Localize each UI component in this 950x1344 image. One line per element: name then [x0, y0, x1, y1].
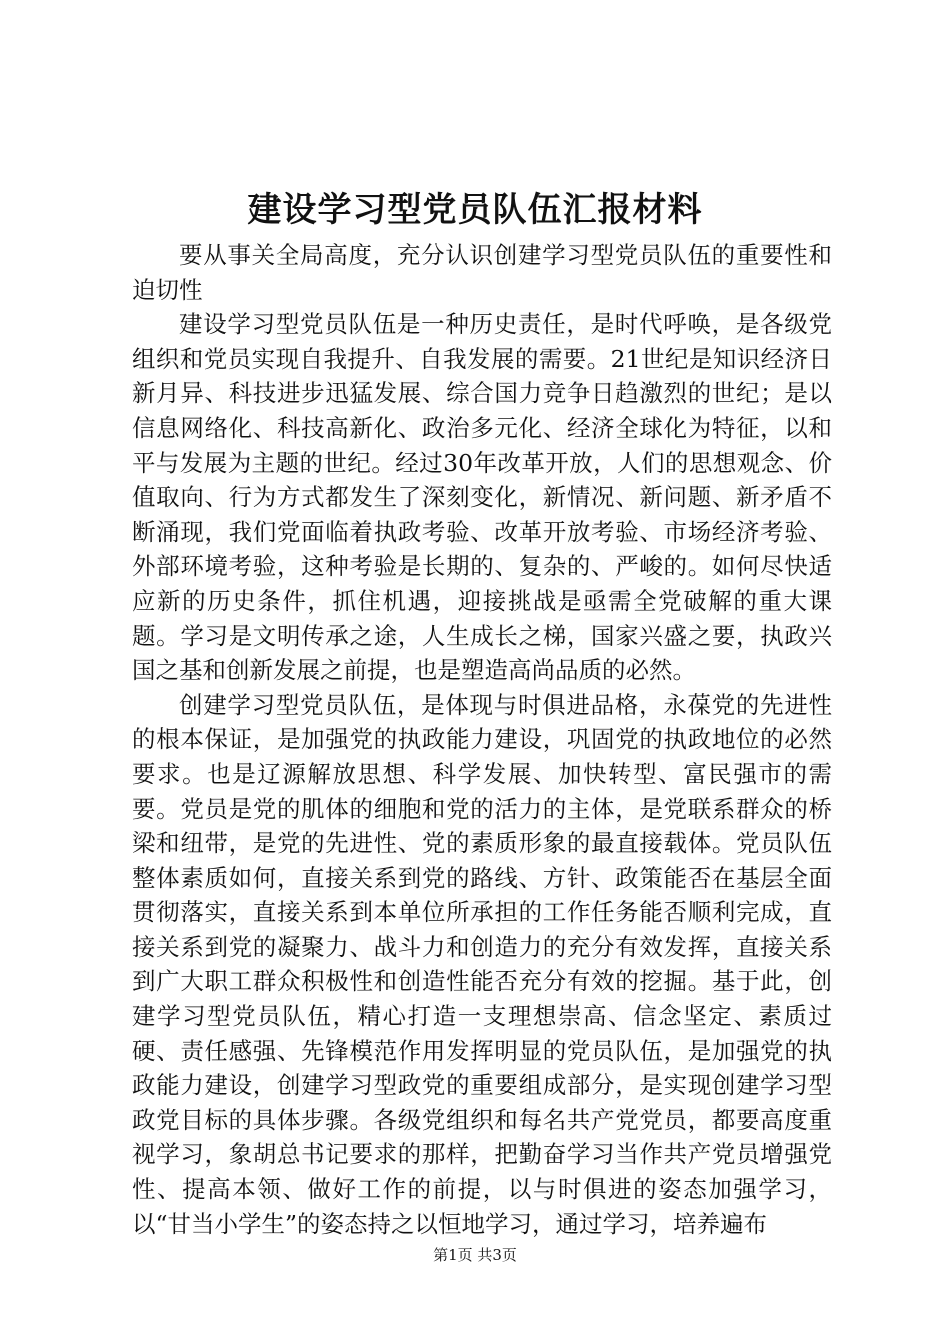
document-title: 建设学习型党员队伍汇报材料 — [247, 190, 703, 230]
document-body — [132, 238, 832, 1241]
paragraph-2: 创建学习型党员队伍，是体现与时俱进品格，永葆党的先进性的根本保证，是加强党的执政能力建设，巩固党的执政地位的必然要求。也是辽源解放思想、科学发展、加快转型、富民强市的需要。党员是党的肌体的细胞和党的活力的主体，是党联系群众的桥梁和纽带，是党的先进性、党的素质形象的最直接载体。党员队伍整体素质如何，直接关系到党的路线、方针、政策能否在基层全面贯彻落实，直接关系到本单位所承担的工作任务能否顺利完成，直接关系到党的凝聚力、战斗力和创造力的充分有效发挥，直接关系到广大职工群众积极性和创造性能否充分有效的挖掘。基于此，创建学习型党员队伍，精心打造一支理想崇高、信念坚定、素质过硬、责任感强、先锋模范作用发挥明显的党员队伍，是加强党的执政能力建设，创建学习型政党的重要组成部分，是实现创建学习型政党目标的具体步骤。各级党组织和每名共产党党员，都要高度重视学习，象胡总书记要求的那样，把勤奋学习当作共产党员增强党性、提高本领、做好工作的前提，以与时俱进的姿态加强学习，以“甘当小学生”的姿态持之以恒地学习，通过学习，培养遍布 — [132, 690, 832, 1238]
page-footer: 第1页 共3页 — [433, 1246, 517, 1264]
paragraph-heading: 要从事关全局高度，充分认识创建学习型党员队伍的重要性和迫切性 — [132, 241, 832, 304]
paragraph-1: 建设学习型党员队伍是一种历史责任，是时代呼唤，是各级党组织和党员实现自我提升、自我发展的需要。21世纪是知识经济日新月异、科技进步迅猛发展、综合国力竞争日趋激烈的世纪；是以信息网络化、科技高新化、政治多元化、经济全球化为特征，以和平与发展为主题的世纪。经过30年改革开放，人们的思想观念、价值取向、行为方式都发生了深刻变化，新情况、新问题、新矛盾不断涌现，我们党面临着执政考验、改革开放考验、市场经济考验、外部环境考验，这种考验是长期的、复杂的、严峻的。如何尽快适应新的历史条件，抓住机遇，迎接挑战是亟需全党破解的重大课题。学习是文明传承之途，人生成长之梯，国家兴盛之要，执政兴国之基和创新发展之前提，也是塑造高尚品质的必然。 — [132, 310, 832, 685]
